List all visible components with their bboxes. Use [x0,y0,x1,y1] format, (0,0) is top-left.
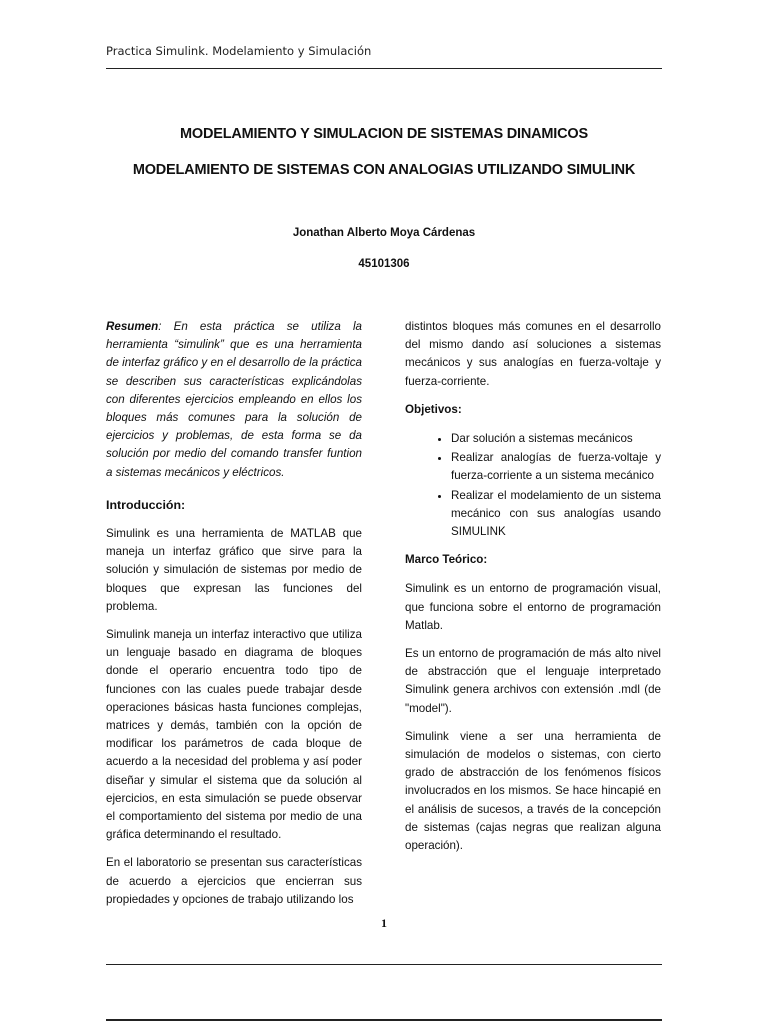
abstract-text: : En esta práctica se utiliza la herramienta “simulink” que es una herramienta de interfaz gráfico y en el desarrollo de la práctica se describen sus características explicándolas con diferentes ejercicios empleando en ellos los bloques más comunes para la solución de ejercicios y problemas, de esta forma se da solución por medio del comando transfer funtion a sistemas mecánicos y eléctricos. [106,320,362,479]
theory-paragraph: Es un entorno de programación de más alto nivel de abstracción que el lenguaje interpretado Simulink genera archivos con extensión .mdl (de "model"). [405,647,661,715]
theory-paragraph: Simulink es un entorno de programación visual, que funciona sobre el entorno de programación Matlab. [405,582,661,632]
right-column [405,318,661,865]
abstract-label: Resumen [106,320,159,333]
introduction-paragraph: Simulink maneja un interfaz interactivo que utiliza un lenguaje basado en diagrama de bloques donde el operario encuentra todo tipo de funciones con las cuales puede trabajar desde operaciones básicas hasta funciones complejas, matrices y demás, también con la opción de modificar los parámetros de cada bloque de acuerdo a la necesidad del problema y así poder diseñar y simular el sistema que da solución al ejercicios, en esta simulación se puede observar el comportamiento del sistema por medio de una gráfica determinando el resultado. [106,628,362,842]
page-bottom-rule [106,1019,662,1021]
author-id: 45101306 [358,258,410,270]
page-number: 1 [381,916,387,930]
author-name: Jonathan Alberto Moya Cárdenas [292,227,476,239]
footer-rule [106,964,662,965]
header-rule [106,68,662,69]
introduction-paragraph: Simulink es una herramienta de MATLAB que maneja un interfaz gráfico que sirve para la solución y simulación de sistemas por medio de bloques que expresan las funciones del problema. [106,527,362,613]
theory-heading: Marco Teórico: [405,553,488,567]
introduction-paragraph: En el laboratorio se presentan sus características de acuerdo a ejercicios que encierran sus propiedades y opciones de trabajo utilizando los [106,856,362,906]
introduction-continuation: distintos bloques más comunes en el desarrollo del mismo dando así soluciones a sistemas mecánicos y sus analogías en fuerza-voltaje y fuerza-corriente. [405,320,661,388]
abstract [106,318,362,482]
paper-title: MODELAMIENTO Y SIMULACION DE SISTEMAS DINAMICOS [180,126,588,142]
paper-subtitle: MODELAMIENTO DE SISTEMAS CON ANALOGIAS UTILIZANDO SIMULINK [132,162,636,178]
running-header: Practica Simulink. Modelamiento y Simulación [106,44,372,58]
objective-item: • Realizar analogías de fuerza-voltaje y fuerza-corriente a un sistema mecánico [451,449,661,485]
objectives-heading: Objetivos: [405,402,462,416]
left-column [106,318,362,919]
introduction-heading: Introducción: [106,497,186,512]
theory-paragraph: Simulink viene a ser una herramienta de simulación de modelos o sistemas, con cierto grado de abstracción de los fenómenos físicos involucrados en los mismos. Se hace hincapié en el análisis de sucesos, a través de la concepción de sistemas (cajas negras que realizan alguna operación). [405,729,661,853]
objectives-list [405,430,661,541]
objective-item: • Dar solución a sistemas mecánicos [451,430,661,448]
objective-item: • Realizar el modelamiento de un sistema mecánico con sus analogías usando SIMULINK [451,487,661,542]
